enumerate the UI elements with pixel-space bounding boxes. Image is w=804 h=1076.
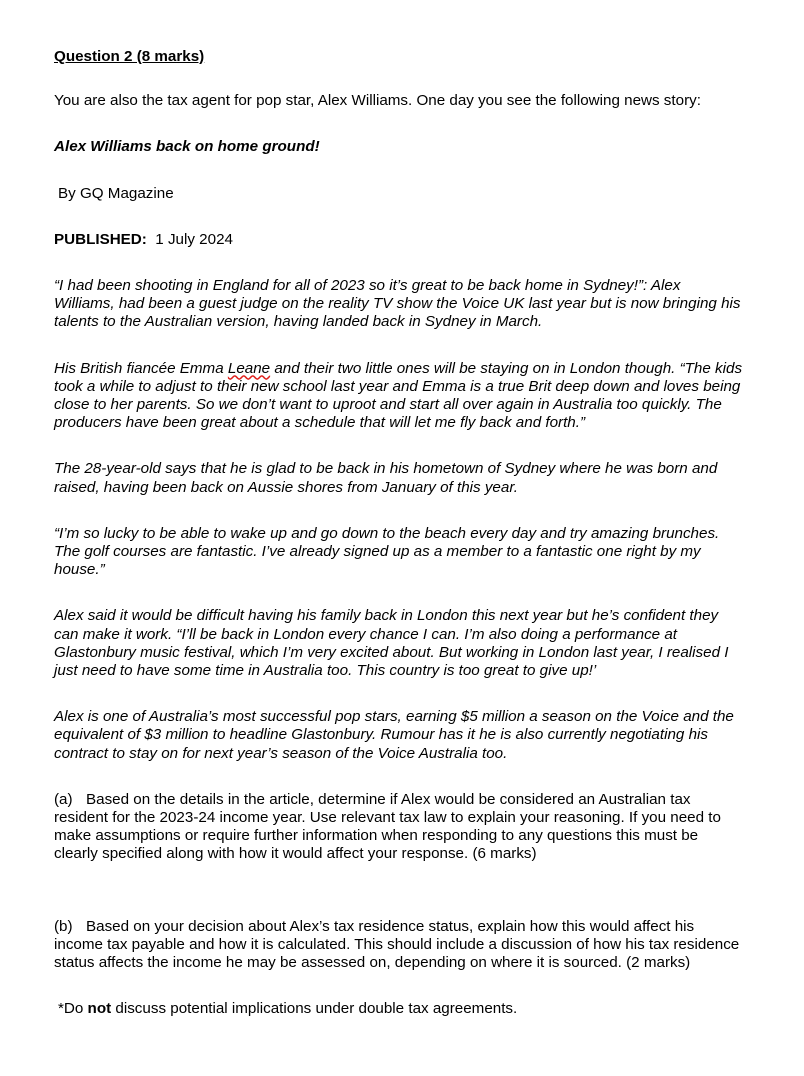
article-paragraph-6: Alex is one of Australia’s most successful pop stars, earning $5 million a season on the Voice and the equivalent of $3 million to headline Glastonbury. Rumour has it he is also currently negotiating his contract to stay on for next year’s season of the Voice Australia too.	[54, 708, 734, 762]
article-p2-start: His British fiancée Emma	[54, 359, 228, 377]
published-line	[54, 231, 744, 249]
article-paragraph-5: Alex said it would be difficult having his family back in London this next year but he’s confident they can make it work. “I’ll be back in London every chance I can. I’m also doing a performance at Glastonbury music festival, which I’m very excited about. But working in London last year, I realised I just need to have some time in Australia too. This country is too great to give up!’	[54, 607, 729, 680]
article-paragraph-3: The 28-year-old says that he is glad to be back in his hometown of Sydney where he was born and raised, having been back on Aussie shores from January of this year.	[54, 460, 718, 496]
published-label: PUBLISHED:	[54, 230, 147, 248]
article-headline: Alex Williams back on home ground!	[54, 138, 320, 156]
article-paragraph-1: “I had been shooting in England for all of 2023 so it’s great to be back home in Sydney!”: Alex Williams, had been a guest judge on the reality TV show the Voice UK last year but is now bringing his talents to the Australian version, having landed back in Sydney in March.	[54, 277, 741, 331]
spellcheck-flagged-word: Leane	[227, 359, 271, 377]
question-a-label: (a)	[54, 790, 73, 808]
question-a-text: Based on the details in the article, determine if Alex would be considered an Australian tax resident for the 2023-24 income year. Use relevant tax law to explain your reasoning. If you need to make assumptions or require further information when responding to any questions this must be clearly specified along with how it would affect your response. (6 marks)	[54, 790, 721, 863]
article-paragraph-4: “I’m so lucky to be able to wake up and go down to the beach every day and try amazing brunches. The golf courses are fantastic. I’ve already signed up as a member to a fantastic one right by my house.”	[54, 524, 720, 579]
footnote-suffix: discuss potential implications under double tax agreements.	[111, 1000, 518, 1018]
footnote	[54, 1000, 744, 1018]
document-page	[54, 48, 744, 1019]
question-heading: Question 2 (8 marks)	[54, 48, 205, 65]
question-b-text: Based on your decision about Alex’s tax residence status, explain how this would affect his income tax payable and how it is calculated. This should include a discussion of how his tax residence status affects the income he may be assessed on, depending on where it is sourced. (2 marks)	[54, 917, 740, 972]
question-part-a	[54, 791, 744, 864]
question-b-label: (b)	[54, 917, 73, 935]
published-date: 1 July 2024	[155, 230, 233, 248]
article-p2-rest: and their two little ones will be staying on in London though. “The kids took a while to adjust to their new school last year and Emma is a true Brit deep down and loves being close to her parents. So we don’t want to uproot and start all over again in Australia too quickly. The producers have been great about a schedule that will let me fly back and forth.”	[54, 359, 743, 432]
footnote-prefix: *Do	[58, 1000, 88, 1018]
article-paragraph-2	[54, 360, 744, 433]
question-part-b	[54, 918, 744, 973]
article-byline: By GQ Magazine	[58, 184, 174, 202]
footnote-emphasis: not	[87, 1000, 112, 1018]
intro-paragraph: You are also the tax agent for pop star, Alex Williams. One day you see the following news story:	[54, 92, 701, 110]
